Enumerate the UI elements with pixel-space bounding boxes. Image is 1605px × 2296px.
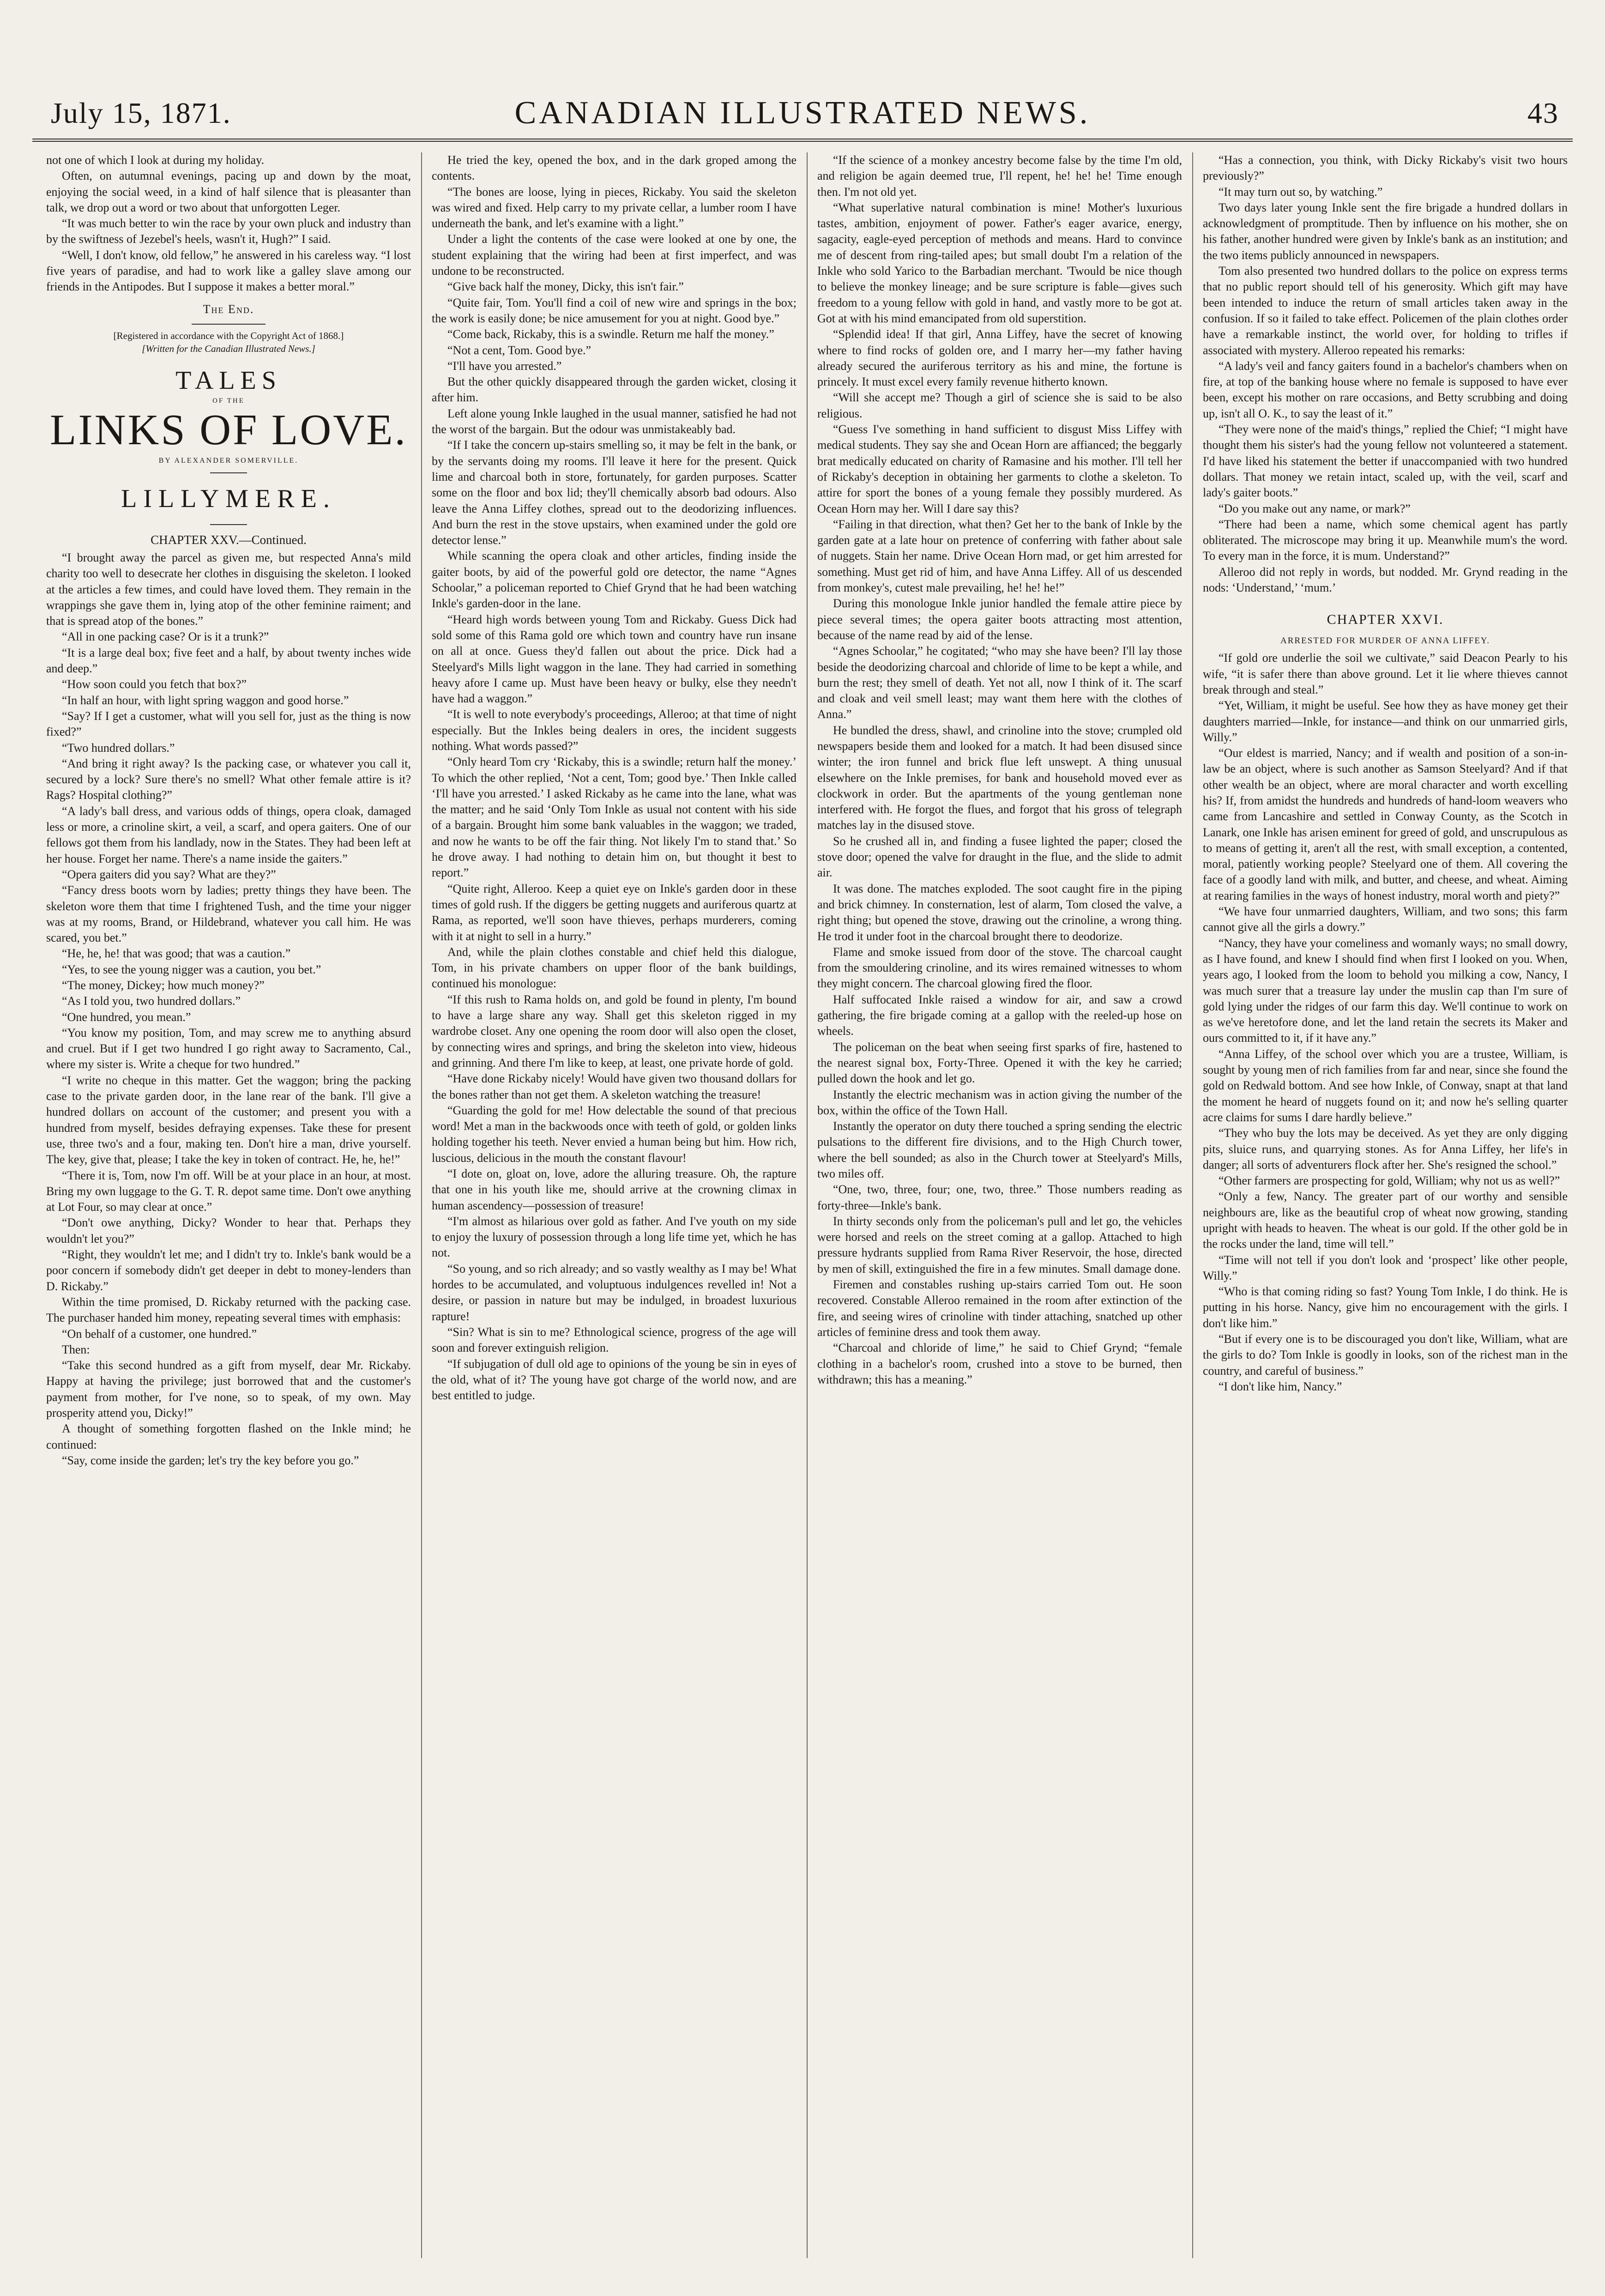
paragraph: “Opera gaiters did you say? What are they?” [62,867,276,881]
paragraph: “Agnes Schoolar,” he cogitated; “who may she have been? I'll lay those beside the deodorizing charcoal and chloride of lime to be kept a while, and burn the rest; they smell of death. Yet not all, now I think of it. The scarf and cloak and veil smell least; may want them here with the clothes of Anna.” [817,644,1182,721]
paragraph: But the other quickly disappeared through the garden wicket, closing it after him. [432,375,796,405]
paragraph: “But if every one is to be discouraged you don't like, William, what are the girls to do? Tom Inkle is goodly in looks, son of the richest man in the country, and careful of business.” [1203,1332,1568,1378]
paragraph: “Who is that coming riding so fast? Young Tom Inkle, I do think. He is putting in his horse. Nancy, give him no encouragement with the girls. I don't like him.” [1203,1285,1568,1330]
paragraph: “If subjugation of dull old age to opinions of the young be sin in eyes of the old, what of it? The young have got charge of the world now, and are best entitled to judge. [432,1357,796,1402]
paragraph: “Come back, Rickaby, this is a swindle. Return me half the money.” [447,327,774,341]
masthead-title: CANADIAN ILLUSTRATED NEWS. [514,95,1091,131]
paragraph: “They who buy the lots may be deceived. As yet they are only digging pits, sluice runs, and quarrying stones. As for Anna Liffey, her life's in danger; all sorts of adventurers flock after her. She's resigned the school.” [1203,1126,1568,1172]
paragraph: “Say? If I get a customer, what will you sell for, just as the thing is now fixed?” [46,709,411,739]
paragraph: “Only heard Tom cry ‘Rickaby, this is a swindle; return half the money.’ To which the other replied, ‘Not a cent, Tom; good bye.’ Then Inkle called ‘I'll have you arrested.’ I asked Rickaby as he came into the lane, what was the matter; and he said ‘Only Tom Inkle as usual not content with his side of a bargain. Brought him some bank valuables in the waggon; we traded, and now he wants to be off the fair thing. Not likely I'm to stand that.’ So he drove away. I had nothing to detain him on, but thought it best to report.” [432,755,796,880]
paragraph: Under a light the contents of the case were looked at one by one, the student explaining that the wiring had been at first imperfect, and was undone to be reconstructed. [432,232,796,278]
paragraph: “Right, they wouldn't let me; and I didn't try to. Inkle's bank would be a poor concern if somebody didn't get deeper in debt to money-lenders than D. Rickaby.” [46,1248,411,1293]
text-column-2 [432,152,796,2258]
paragraph: “It was much better to win the race by your own pluck and industry than by the swiftness of Jezebel's heels, wasn't it, Hugh?” I said. [46,217,411,246]
paragraph: “Charcoal and chloride of lime,” he said to Chief Grynd; “female clothing in a bachelor's room, crushed into a stove to be burned, then withdrawn; this has a meaning.” [817,1341,1182,1386]
paragraph: “If this rush to Rama holds on, and gold be found in plenty, I'm bound to have a large share any way. Shall get this skeleton rigged in my wardrobe closet. Any one opening the room door will also open the closet, by connecting wires and springs, and bring the skeleton into view, hideous and grinning. And there I'm like to keep, at least, one private horde of gold. [432,992,796,1069]
paragraph: “A lady's ball dress, and various odds of things, opera cloak, damaged less or more, a crinoline skirt, a veil, a scarf, and opera gaiters. One of our fellows got them from his landlady, now in the States. They had been left at her house. Forget her name. There's a name inside the gaiters.” [46,804,411,865]
paragraph: And, while the plain clothes constable and chief held this dialogue, Tom, in his private chambers on upper floor of the bank buildings, continued his monologue: [432,945,796,991]
paragraph: Firemen and constables rushing up-stairs carried Tom out. He soon recovered. Constable Alleroo remained in the room after extinction of the fire, and seeing wires of crinoline with tinder attaching, snatched up other articles of feminine dress and took them away. [817,1278,1182,1339]
issue-date: July 15, 1871. [51,97,231,129]
separator-rule [192,324,265,325]
paragraph: “On behalf of a customer, one hundred.” [62,1327,257,1341]
paragraph: Two days later young Inkle sent the fire brigade a hundred dollars in acknowledgment of promptitude. Then by influence on his mother, she on his father, another hundred were given by Inkle's bank as an institution; and the two items publicly announced in newspapers. [1203,200,1568,262]
paragraph: “We have four unmarried daughters, William, and two sons; this farm cannot give all the girls a dowry.” [1203,905,1568,934]
paragraph: “Has a connection, you think, with Dicky Rickaby's visit two hours previously?” [1203,153,1568,183]
separator-rule [210,472,247,473]
column-divider [807,152,808,2258]
paragraph: “You know my position, Tom, and may screw me to anything absurd and cruel. But if I get two hundred I go right away to Sacramento, Cal., where my sister is. Write a cheque for two hundred.” [46,1026,411,1071]
paragraph: “Do you make out any name, or mark?” [1219,501,1411,515]
paragraph: “Fancy dress boots worn by ladies; pretty things they have been. The skeleton wore them that time I frightened Tush, and the time your nigger was at my rooms, Brand, or Hildebrand, whatever you call him. He was scared, you bet.” [46,883,411,945]
paragraph: “Don't owe anything, Dicky? Wonder to hear that. Perhaps they wouldn't let you?” [46,1216,411,1245]
paragraph: “Failing in that direction, what then? Get her to the bank of Inkle by the garden gate at a late hour on pretence of conferring with father about sale of nuggets. Stain her name. Drive Ocean Horn mad, or get him arrested for something. Must get rid of him, and have Anna Liffey. All of us descended from monkey's, cutest male prevailing, he! he! he!” [817,517,1182,595]
paragraph: “Heard high words between young Tom and Rickaby. Guess Dick had sold some of this Rama gold ore which town and country have run insane on all at once. Guess they'd fallen out about the price. Dick had a Steelyard's Mills light waggon in the lane. They had carried in something heavy afore I came up. Must have been heavy or bulky, else they needn't have had a waggon.” [432,612,796,706]
paragraph: He tried the key, opened the box, and in the dark groped among the contents. [432,153,796,183]
paragraph: “Only a few, Nancy. The greater part of our worthy and sensible neighbours are, like as the beautiful crop of wheat now growing, standing upright with heads to heaven. The wheat is our gold. If the other gold be in the rocks under the land, time will tell.” [1203,1190,1568,1251]
paragraph: “They were none of the maid's things,” replied the Chief; “I might have thought them his sister's had the young fellow not volunteered a statement. I'd have liked his statement the better if unaccompanied with two hundred dollars. That money we retain intact, scaled up, with the veil, scarf and lady's gaiter boots.” [1203,423,1568,500]
paragraph: Tom also presented two hundred dollars to the police on express terms that no public report should tell of his generosity. Which gift may have been intended to induce the return of small articles taken away in the confusion. If so it failed to take effect. Policemen of the plain clothes order have a remarkable instinct, the world over, for holding to trifles if associated with mystery. Alleroo repeated his remarks: [1203,264,1568,357]
paragraph: “So young, and so rich already; and so vastly wealthy as I may be! What hordes to be accumulated, and voluptuous indulgences revelled in! Not a desire, or passion in nature but may be indulged, in broadest luxurious rapture! [432,1262,796,1323]
the-end-label: The End. [203,302,254,316]
paragraph: So he crushed all in, and finding a fusee lighted the paper; closed the stove door; opened the valve for draught in the flue, and the slide to admit air. [817,834,1182,880]
paragraph: “Have done Rickaby nicely! Would have given two thousand dollars for the bones rather than not get them. A skeleton watching the treasure! [432,1072,796,1101]
paragraph: He bundled the dress, shawl, and crinoline into the stove; crumpled old newspapers beside them and looked for a match. It had been disused since winter; the iron funnel and brick flue left unswept. A thing unusual elsewhere on the Inkle premises, for bank and household moved ever as clockwork in order. But the apartments of the young gentleman none interfered with. He forgot the flues, and forgot that his gross of telegraph matches lay in the disused stove. [817,723,1182,832]
series-title-links-of-love: LINKS OF LOVE. [49,405,408,454]
paragraph: “Other farmers are prospecting for gold, William; why not us as well?” [1219,1174,1560,1188]
page-number: 43 [1527,97,1559,129]
paragraph: Alleroo did not reply in words, but nodded. Mr. Grynd reading in the nods: ‘Understand,’ ‘mum.’ [1203,565,1568,595]
paragraph: It was done. The matches exploded. The soot caught fire in the piping and brick chimney. In consternation, lest of alarm, Tom closed the valve, a right thing; but opened the stove, drawing out the crinoline, a wrong thing. He trod it under foot in the charcoal brought there to deodorize. [817,882,1182,943]
paragraph: “Say, come inside the garden; let's try the key before you go.” [62,1453,359,1467]
paragraph: “If I take the concern up-stairs smelling so, it may be felt in the bank, or by the servants doing my rooms. I'll leave it here for the present. Quick lime and charcoal both in store, fortunately, for garden purposes. Scatter some on the floor and box lid; they'll chemically absorb bad odours. Also leave the Anna Liffey clothes, spread out to the deodorizing influences. And burn the rest in the stove upstairs, when examined under the gold ore detector lense.” [432,438,796,547]
paragraph: “Quite right, Alleroo. Keep a quiet eye on Inkle's garden door in these times of gold rush. If the diggers be getting nuggets and auriferous quartz at Rama, as reported, we'll soon have thieves, perhaps murderers, coming with it at night to sell in a hurry.” [432,882,796,943]
paragraph: Instantly the electric mechanism was in action giving the number of the box, within the office of the Town Hall. [817,1088,1182,1117]
author-byline: BY ALEXANDER SOMERVILLE. [158,456,299,465]
paragraph: “As I told you, two hundred dollars.” [62,994,241,1008]
paragraph: “What superlative natural combination is mine! Mother's luxurious tastes, ambition, enjoyment of power. Father's eager avarice, energy, sagacity, eagle-eyed perception of methods and means. Hard to convince me of descent from ring-tailed apes; but small doubt I'm a relation of the Inkle who sold Yarico to the Barbadian merchant. 'Twould be nice though to believe the monkey lineage; and be sure scripture is fable—gives such freedom to a young fellow with gold in hand, and vastly more to be got at. Got at with his mind emancipated from old superstition. [817,200,1182,325]
paragraph: “Yes, to see the young nigger was a caution, you bet.” [62,962,321,976]
paragraph: “One, two, three, four; one, two, three.” Those numbers reading as forty-three—Inkle's bank. [817,1183,1182,1212]
chapter-heading: CHAPTER XXVI. [1327,612,1444,628]
paragraph: Within the time promised, D. Rickaby returned with the packing case. The purchaser handed him money, repeating several times with emphasis: [46,1295,411,1325]
paragraph: not one of which I look at during my holiday. [46,153,265,167]
paragraph: “Anna Liffey, of the school over which you are a trustee, William, is sought by young men of rich families from far and near, since she found the gold on Redwald bottom. And see how Inkle, of Conway, snapt at that land the moment he heard of nuggets found on it; and now he's selling quarter acre claims for sums I dare hardly believe.” [1203,1047,1568,1124]
paragraph: “Not a cent, Tom. Good bye.” [447,343,591,357]
chapter-subheading: ARRESTED FOR MURDER OF ANNA LIFFEY. [1280,636,1490,646]
paragraph: In thirty seconds only from the policeman's pull and let go, the vehicles were horsed and reels on the street coming at a gallop. Attached to high pressure hydrants supplied from Rama River Reservoir, the hose, directed by men of skill, extinguished the fire in a few minutes. Small damage done. [817,1214,1182,1275]
paragraph: “Time will not tell if you don't look and ‘prospect’ like other people, Willy.” [1203,1253,1568,1282]
paragraph: During this monologue Inkle junior handled the female attire piece by piece several times; the opera gaiter boots attracting most attention, because of the name read by aid of the lense. [817,597,1182,642]
column-divider [1192,152,1193,2258]
page-header [32,92,1573,134]
paragraph: “I brought away the parcel as given me, but respected Anna's mild charity too well to desecrate her clothes in disguising the skeleton. I looked at the articles a few times, and could have loved them. They remain in the wrappings she gave them in, lying atop of the other feminine raiment; and that is spread atop of the bones.” [46,550,411,628]
paragraph: “It is well to note everybody's proceedings, Alleroo; at that time of night especially. But the Inkles being dealers in ores, the incident suggests nothing. What words passed?” [432,707,796,753]
written-for-note: [Written for the Canadian Illustrated News.] [142,343,315,354]
paragraph: “Splendid idea! If that girl, Anna Liffey, have the secret of knowing where to find rocks of golden ore, and I marry her—my father having already secured the auriferous territory as his and mine, the fortune is princely. It must excel every family revenue hitherto known. [817,327,1182,389]
paragraph: Instantly the operator on duty there touched a spring sending the electric pulsations to the different fire divisions, and to the High Church tower, where the bell sounded; as also in the Church tower at Steelyard's Mills, two miles off. [817,1119,1182,1180]
paragraph: “All in one packing case? Or is it a trunk?” [62,630,269,644]
paragraph: “If gold ore underlie the soil we cultivate,” said Deacon Pearly to his wife, “it is safer there than above ground. Let it lie where thieves cannot break through and steal.” [1203,651,1568,696]
paragraph: “I don't like him, Nancy.” [1219,1379,1342,1393]
paragraph: Half suffocated Inkle raised a window for air, and saw a crowd gathering, the fire brigade coming at a gallop with the reeled-up hose on wheels. [817,992,1182,1038]
chapter-heading: CHAPTER XXV.—Continued. [151,532,307,547]
text-column-1 [46,152,411,2258]
paragraph: Left alone young Inkle laughed in the usual manner, satisfied he had not the worst of the bargain. But the odour was unmistakeably bad. [432,406,796,436]
paragraph: The policeman on the beat when seeing first sparks of fire, hastened to the nearest signal box, Forty-Three. Opened it with the key he carried; pulled down the hook and let go. [817,1040,1182,1086]
paragraph: Flame and smoke issued from door of the stove. The charcoal caught from the smouldering crinoline, and its wires remained witnesses to whom they might concern. The charcoal glowing fired the floor. [817,945,1182,991]
paragraph: “Guess I've something in hand sufficient to disgust Miss Liffey with medical students. They say she and Ocean Horn are affianced; the beggarly brat medically educated on charity of Ramasine and his mother. I'll tell her of Rickaby's deception in obtaining her garments to clothe a skeleton. To attire for sport the bones of a young female they possibly murdered. As Ocean Horn may her. Will I dare say this? [817,423,1182,515]
paragraph: “I dote on, gloat on, love, adore the alluring treasure. Oh, the rapture that one in his youth like me, should arrive at the crowning climax in human ascendency—possession of treasure! [432,1167,796,1212]
paragraph: “The money, Dickey; how much money?” [62,978,265,992]
paragraph: “How soon could you fetch that box?” [62,677,247,691]
paragraph: Often, on autumnal evenings, pacing up and down by the moat, enjoying the social weed, in a kind of half silence that is pleasanter than talk, we drop out a word or two about that unforgotten Leger. [46,169,411,214]
paragraph: “Guarding the gold for me! How delectable the sound of that precious word! Met a man in the backwoods once with teeth of gold, or golden links holding together his teeth. Never envied a human being but him. How rich, luscious, delicious in the mouth the constant flavour! [432,1103,796,1165]
copyright-notice: [Registered in accordance with the Copyright Act of 1868.] [113,330,344,341]
story-title: LILLYMERE. [121,484,336,513]
paragraph: A thought of something forgotten flashed on the Inkle mind; he continued: [46,1422,411,1451]
paragraph: “Our eldest is married, Nancy; and if wealth and position of a son-in-law be an object, where is such another as Samson Steelyard? And if that other wealth be an object, where are moral character and worth excelling his? If, from amidst the hundreds and hundreds of hand-loom weavers who came from Lancashire and settled in Conway County, as the Scotch in Lanark, one Inkle has arisen eminent for greed of gold, and unscrupulous as to means of getting it, aren't all the rest, with small exception, a contented, moral, patiently working people? Steelyard one of them. All covering the face of a goodly land with milk, and butter, and cheese, and wheat. Aiming at rearing families in the ways of honest industry, moral worth and piety?” [1203,746,1568,902]
paragraph: “A lady's veil and fancy gaiters found in a bachelor's chambers when on fire, at top of the banking house where no female is supposed to have ever been, except his mother on rare occasions, and Betty scrubbing and doing up, isn't all O. K., to say the least of it.” [1203,359,1568,420]
paragraph: “I write no cheque in this matter. Get the waggon; bring the packing case to the private garden door, in the lane rear of the bank. I'll give a hundred dollars on account of the customer; and present you with a hundred from myself, besides defraying expenses. Take these for present use, three two's and a four, making ten. Don't hire a man, drive yourself. The key, give that, please; I take the key in token of contract. He, he, he!” [46,1073,411,1166]
paragraph: “And bring it right away? Is the packing case, or whatever you call it, secured by a lock? Sure there's no smell? What other female attire is it? Rags? Hospital clothing?” [46,756,411,802]
paragraph: “Nancy, they have your comeliness and womanly ways; no small dowry, as I have found, and knew I should find when first I looked on you. When, years ago, I looked from the loom to behold you milking a cow, Nancy, I was much surer that a treasure lay under the muslin cap than I'm sure of gold lying under the ridges of our farm this day. We'll continue to work on as we've heretofore done, and let the land retain the secrets its Maker and ours committed to it, if it have any.” [1203,936,1568,1045]
paragraph: “It is a large deal box; five feet and a half, by about twenty inches wide and deep.” [46,646,411,676]
paragraph: “Well, I don't know, old fellow,” he answered in his careless way. “I lost five years of paradise, and had to work like a galley slave among our friends in the Antipodes. But I suppose it makes a better moral.” [46,248,411,294]
text-column-3 [817,152,1182,2258]
paragraph: “Yet, William, it might be useful. See how they as have money get their daughters married—Inkle, for instance—and think on our unmarried girls, Willy.” [1203,699,1568,744]
column-divider [421,152,422,2258]
paragraph: “The bones are loose, lying in pieces, Rickaby. You said the skeleton was wired and fixed. Help carry to my private cellar, a lumber room I have underneath the bank, and let's examine with a light.” [432,185,796,230]
paragraph: “Quite fair, Tom. You'll find a coil of new wire and springs in the box; the work is easily done; be nice amusement for you at night. Good bye.” [432,296,796,325]
paragraph: “There it is, Tom, now I'm off. Will be at your place in an hour, at most. Bring my own luggage to the G. T. R. depot same time. Don't owe anything at Lot Four, so may clear at once.” [46,1168,411,1214]
series-title-tales: TALES [175,366,282,395]
series-title-of-the: OF THE [212,397,245,405]
paragraph: “I'm almost as hilarious over gold as father. And I've youth on my side to enjoy the luxury of possession through a long life time yet, which he has not. [432,1214,796,1260]
paragraph: “One hundred, you mean.” [62,1010,191,1024]
paragraph: While scanning the opera cloak and other articles, finding inside the gaiter boots, by aid of the powerful gold ore detector, the name “Agnes Schoolar,” a policeman reported to Chief Grynd that he had been watching Inkle's garden-door in the lane. [432,549,796,610]
paragraph: “Sin? What is sin to me? Ethnological science, progress of the age will soon and forever extinguish religion. [432,1325,796,1355]
paragraph: “There had been a name, which some chemical agent has partly obliterated. The microscope may bring it up. Meanwhile mum's the word. To every man in the force, it is mum. Understand?” [1203,517,1568,563]
header-rule [32,139,1573,142]
text-column-4 [1203,152,1568,2258]
separator-rule [210,524,247,525]
paragraph: Then: [62,1342,90,1356]
paragraph: “Two hundred dollars.” [62,741,175,755]
paragraph: “He, he, he! that was good; that was a caution.” [62,947,291,961]
paragraph: “If the science of a monkey ancestry become false by the time I'm old, and religion be again deemed true, I'll repent, he! he! he! Time enough then. I'm not old yet. [817,153,1182,199]
paragraph: “It may turn out so, by watching.” [1219,185,1383,199]
paragraph: “I'll have you arrested.” [447,359,562,373]
paragraph: “Take this second hundred as a gift from myself, dear Mr. Rickaby. Happy at having the privilege; just borrowed that and the customer's payment from mother, for I've none, so to speak, of my own. May prosperity attend you, Dicky!” [46,1359,411,1420]
paragraph: “Give back half the money, Dicky, this isn't fair.” [447,280,684,294]
paragraph: “In half an hour, with light spring waggon and good horse.” [62,693,349,707]
paragraph: “Will she accept me? Though a girl of science she is said to be also religious. [817,391,1182,420]
